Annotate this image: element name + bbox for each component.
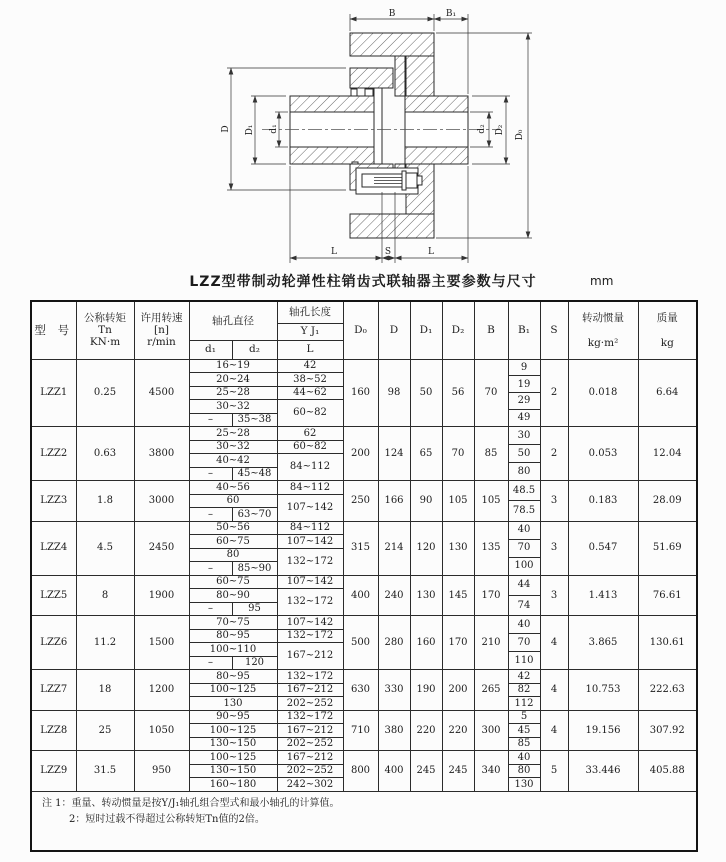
- length-cell: 167~212: [277, 751, 343, 765]
- D2-cell: 170: [442, 616, 474, 670]
- model-cell: LZZ7: [31, 670, 76, 711]
- D0-cell: 315: [343, 521, 378, 575]
- D-cell: 124: [378, 427, 410, 481]
- D-cell: 166: [378, 481, 410, 522]
- model-cell: LZZ1: [31, 359, 76, 427]
- B1-stack: [509, 360, 540, 427]
- spec-table-head: [31, 301, 697, 359]
- header-speed: 许用转速 [n] r/min: [134, 301, 189, 359]
- D-cell: 330: [378, 670, 410, 711]
- spec-table-body: [31, 359, 697, 791]
- speed-cell: 1200: [134, 670, 189, 711]
- header-bore-diameter: 轴孔直径: [189, 301, 277, 340]
- B-cell: 135: [474, 521, 508, 575]
- speed-cell: 1500: [134, 616, 189, 670]
- S-cell: 3: [540, 575, 568, 616]
- model-cell: LZZ3: [31, 481, 76, 522]
- spec-row: [31, 710, 697, 724]
- mass-cell: 28.09: [638, 481, 697, 522]
- B1-value: 48.5: [509, 481, 540, 501]
- B-cell: 170: [474, 575, 508, 616]
- B1-value: 70: [509, 540, 540, 558]
- bore-d2-cell: 95: [232, 602, 277, 616]
- title-row: [0, 268, 726, 300]
- header-dim-D: D₀: [343, 301, 378, 359]
- dim-label-B: B: [388, 9, 396, 19]
- B-cell: 265: [474, 670, 508, 711]
- dim-label-d1: d₁: [269, 124, 279, 134]
- header-dim-D: D₂: [442, 301, 474, 359]
- S-cell: 4: [540, 710, 568, 751]
- bore-range-cell: 60~75: [189, 575, 277, 589]
- B1-value: 9: [509, 360, 540, 377]
- header-dim-S: S: [540, 301, 568, 359]
- D0-cell: 710: [343, 710, 378, 751]
- spec-row: [31, 616, 697, 630]
- S-cell: 3: [540, 481, 568, 522]
- D2-cell: 245: [442, 751, 474, 792]
- bore-range-cell: 40~56: [189, 481, 277, 495]
- bore-d2-cell: 85~90: [232, 562, 277, 576]
- bore-range-cell: 160~180: [189, 778, 277, 792]
- D0-cell: 200: [343, 427, 378, 481]
- bore-range-cell: 80~95: [189, 629, 277, 643]
- B1-value: 19: [509, 376, 540, 393]
- B1-cell: [508, 575, 540, 616]
- S-cell: 4: [540, 670, 568, 711]
- bore-d2-cell: 63~70: [232, 508, 277, 522]
- S-cell: 2: [540, 359, 568, 427]
- torque-cell: 31.5: [76, 751, 134, 792]
- D2-cell: 130: [442, 521, 474, 575]
- bore-range-cell: 30~32: [189, 440, 277, 454]
- spec-row: [31, 575, 697, 589]
- mass-cell: 405.88: [638, 751, 697, 792]
- bore-range-cell: 100~125: [189, 683, 277, 697]
- bore-range-cell: 130~150: [189, 764, 277, 778]
- B1-value: 80: [509, 765, 540, 779]
- B1-cell: [508, 481, 540, 522]
- header-bore-length-yj1: Y J₁: [277, 323, 343, 340]
- inertia-cell: 33.446: [568, 751, 638, 792]
- spec-row: [31, 751, 697, 765]
- D2-cell: 145: [442, 575, 474, 616]
- bore-range-cell: 60: [189, 494, 277, 508]
- length-cell: 84~112: [277, 454, 343, 481]
- D-cell: 98: [378, 359, 410, 427]
- D2-cell: 105: [442, 481, 474, 522]
- D0-cell: 400: [343, 575, 378, 616]
- B1-value: 40: [509, 751, 540, 765]
- length-cell: 132~172: [277, 548, 343, 575]
- length-cell: 202~252: [277, 697, 343, 711]
- B1-cell: [508, 751, 540, 792]
- spec-table-foot: [31, 791, 697, 851]
- bore-d1-cell: –: [189, 562, 232, 576]
- length-cell: 60~82: [277, 440, 343, 454]
- bore-range-cell: 25~28: [189, 386, 277, 400]
- bore-range-cell: 30~32: [189, 400, 277, 414]
- inertia-cell: 19.156: [568, 710, 638, 751]
- bore-range-cell: 25~28: [189, 427, 277, 441]
- dim-label-D2: D₂: [495, 124, 505, 136]
- B1-value: 45: [509, 724, 540, 738]
- torque-cell: 18: [76, 670, 134, 711]
- B-cell: 300: [474, 710, 508, 751]
- B1-value: 74: [517, 599, 531, 611]
- bore-d1-cell: –: [189, 508, 232, 522]
- model-cell: LZZ6: [31, 616, 76, 670]
- elastic-pin-bolt: [362, 171, 422, 190]
- header-mass: 质量 kg: [638, 301, 697, 359]
- spec-row: [31, 481, 697, 495]
- mass-cell: 76.61: [638, 575, 697, 616]
- S-cell: 5: [540, 751, 568, 792]
- coupling-drawing-area: [0, 0, 726, 268]
- B1-cell: [508, 427, 540, 481]
- length-cell: 132~172: [277, 670, 343, 684]
- S-cell: 2: [540, 427, 568, 481]
- D-cell: 240: [378, 575, 410, 616]
- B1-stack: [509, 427, 540, 480]
- D1-cell: 120: [410, 521, 442, 575]
- D-cell: 400: [378, 751, 410, 792]
- header-inertia: 转动惯量 kg·m²: [568, 301, 638, 359]
- spec-row: [31, 521, 697, 535]
- B1-stack: [509, 616, 540, 669]
- torque-cell: 25: [76, 710, 134, 751]
- bore-d2-cell: 35~38: [232, 413, 277, 427]
- torque-cell: 0.63: [76, 427, 134, 481]
- bore-d1-cell: –: [189, 656, 232, 670]
- B1-value: 70: [509, 634, 540, 652]
- B1-value: 42: [509, 670, 540, 684]
- D0-cell: 500: [343, 616, 378, 670]
- bore-d2-cell: 45~48: [232, 467, 277, 481]
- bore-d1-cell: –: [189, 467, 232, 481]
- B1-stack: [509, 670, 540, 710]
- length-cell: 132~172: [277, 710, 343, 724]
- dim-label-S: S: [384, 247, 392, 257]
- length-cell: 167~212: [277, 643, 343, 670]
- D0-cell: 800: [343, 751, 378, 792]
- speed-cell: 1900: [134, 575, 189, 616]
- mass-cell: 307.92: [638, 710, 697, 751]
- torque-cell: 1.8: [76, 481, 134, 522]
- bore-range-cell: 20~24: [189, 373, 277, 387]
- note-line-1: 注 1：重量、转动惯量是按Y/J₁轴孔组合型式和最小轴孔的计算值。: [42, 797, 340, 809]
- header-d2: d₂: [232, 340, 277, 359]
- model-cell: LZZ4: [31, 521, 76, 575]
- header-dim-B: B₁: [508, 301, 540, 359]
- spec-row: [31, 427, 697, 441]
- header-torque: 公称转矩 Tn KN·m: [76, 301, 134, 359]
- spec-table: [30, 300, 698, 852]
- length-cell: 132~172: [277, 629, 343, 643]
- torque-cell: 8: [76, 575, 134, 616]
- length-cell: 44~62: [277, 386, 343, 400]
- speed-cell: 3800: [134, 427, 189, 481]
- B1-value: 5: [509, 711, 540, 725]
- length-cell: 107~142: [277, 535, 343, 549]
- bore-d2-cell: 120: [232, 656, 277, 670]
- dim-label-D: D: [221, 125, 231, 133]
- length-cell: 242~302: [277, 778, 343, 792]
- header-d1: d₁: [189, 340, 232, 359]
- spec-row: [31, 670, 697, 684]
- model-cell: LZZ2: [31, 427, 76, 481]
- speed-cell: 2450: [134, 521, 189, 575]
- B1-cell: [508, 616, 540, 670]
- D1-cell: 50: [410, 359, 442, 427]
- dim-label-L-left: L: [331, 247, 337, 257]
- mass-cell: 12.04: [638, 427, 697, 481]
- B1-value: 50: [509, 445, 540, 463]
- D-cell: 214: [378, 521, 410, 575]
- B1-value: 110: [514, 654, 534, 666]
- length-cell: 202~252: [277, 764, 343, 778]
- length-cell: 60~82: [277, 400, 343, 427]
- length-cell: 132~172: [277, 589, 343, 616]
- D1-cell: 130: [410, 575, 442, 616]
- D2-cell: 70: [442, 427, 474, 481]
- mass-cell: 6.64: [638, 359, 697, 427]
- S-cell: 4: [540, 616, 568, 670]
- D0-cell: 630: [343, 670, 378, 711]
- bore-range-cell: 70~75: [189, 616, 277, 630]
- speed-cell: 3000: [134, 481, 189, 522]
- B1-value: 40: [509, 522, 540, 540]
- bore-range-cell: 50~56: [189, 521, 277, 535]
- page-title: LZZ型带制动轮弹性柱销齿式联轴器主要参数与尺寸: [189, 274, 537, 290]
- B1-value: 85: [517, 738, 531, 749]
- length-cell: 107~142: [277, 494, 343, 521]
- B1-cell: [508, 710, 540, 751]
- B-cell: 105: [474, 481, 508, 522]
- D-cell: 380: [378, 710, 410, 751]
- speed-cell: 950: [134, 751, 189, 792]
- B1-stack: [509, 751, 540, 791]
- D1-cell: 160: [410, 616, 442, 670]
- header-dim-B: B: [474, 301, 508, 359]
- bore-range-cell: 80~95: [189, 670, 277, 684]
- B1-value: 80: [517, 465, 531, 477]
- length-cell: 84~112: [277, 481, 343, 495]
- mass-cell: 222.63: [638, 670, 697, 711]
- header-model: 型 号: [31, 301, 76, 359]
- dim-label-D0: D₀: [515, 129, 525, 141]
- B1-cell: [508, 521, 540, 575]
- length-cell: 107~142: [277, 575, 343, 589]
- B1-stack: [509, 711, 540, 751]
- inertia-cell: 0.018: [568, 359, 638, 427]
- D2-cell: 200: [442, 670, 474, 711]
- inertia-cell: 0.183: [568, 481, 638, 522]
- torque-cell: 4.5: [76, 521, 134, 575]
- D1-cell: 65: [410, 427, 442, 481]
- D1-cell: 220: [410, 710, 442, 751]
- B1-value: 112: [514, 697, 534, 709]
- note-line-2: 2：短时过载不得超过公称转矩Tn值的2倍。: [69, 813, 265, 825]
- dim-label-L-right: L: [428, 247, 434, 257]
- B1-value: 78.5: [512, 505, 536, 517]
- D1-cell: 245: [410, 751, 442, 792]
- length-cell: 42: [277, 359, 343, 373]
- bore-range-cell: 100~110: [189, 643, 277, 657]
- bore-d1-cell: –: [189, 413, 232, 427]
- coupling-section-shapes: [290, 33, 468, 238]
- inertia-cell: 0.053: [568, 427, 638, 481]
- B1-stack: [509, 522, 540, 575]
- notes-cell: [31, 791, 697, 851]
- dim-label-d2: d₂: [477, 124, 487, 134]
- D-cell: 280: [378, 616, 410, 670]
- B1-value: 130: [514, 778, 534, 790]
- D1-cell: 190: [410, 670, 442, 711]
- length-cell: 107~142: [277, 616, 343, 630]
- B-cell: 210: [474, 616, 508, 670]
- dim-label-B1: B₁: [445, 9, 457, 19]
- speed-cell: 4500: [134, 359, 189, 427]
- speed-cell: 1050: [134, 710, 189, 751]
- header-bore-length: 轴孔长度: [277, 301, 343, 323]
- bore-range-cell: 130: [189, 697, 277, 711]
- inertia-cell: 10.753: [568, 670, 638, 711]
- B-cell: 85: [474, 427, 508, 481]
- torque-cell: 11.2: [76, 616, 134, 670]
- B1-value: 49: [517, 412, 531, 424]
- mass-cell: 51.69: [638, 521, 697, 575]
- length-cell: 62: [277, 427, 343, 441]
- B-cell: 70: [474, 359, 508, 427]
- B1-cell: [508, 359, 540, 427]
- mass-cell: 130.61: [638, 616, 697, 670]
- bore-range-cell: 80: [189, 548, 277, 562]
- length-cell: 84~112: [277, 521, 343, 535]
- model-cell: LZZ5: [31, 575, 76, 616]
- model-cell: LZZ8: [31, 710, 76, 751]
- D2-cell: 220: [442, 710, 474, 751]
- length-cell: 202~252: [277, 737, 343, 751]
- bore-range-cell: 100~125: [189, 751, 277, 765]
- unit-label: mm: [590, 274, 614, 288]
- B-cell: 340: [474, 751, 508, 792]
- spec-row: [31, 359, 697, 373]
- length-cell: 167~212: [277, 683, 343, 697]
- model-cell: LZZ9: [31, 751, 76, 792]
- B1-stack: [509, 576, 540, 616]
- bore-range-cell: 100~125: [189, 724, 277, 738]
- D1-cell: 90: [410, 481, 442, 522]
- bore-range-cell: 40~42: [189, 454, 277, 468]
- length-cell: 167~212: [277, 724, 343, 738]
- B1-value: 100: [514, 560, 534, 572]
- header-dim-D: D: [378, 301, 410, 359]
- bore-range-cell: 90~95: [189, 710, 277, 724]
- D0-cell: 250: [343, 481, 378, 522]
- B1-cell: [508, 670, 540, 711]
- dim-label-D1: D₁: [245, 124, 255, 136]
- header-dim-D: D₁: [410, 301, 442, 359]
- D2-cell: 56: [442, 359, 474, 427]
- B1-value: 29: [509, 393, 540, 410]
- coupling-cross-section-drawing: [0, 0, 726, 268]
- inertia-cell: 0.547: [568, 521, 638, 575]
- length-cell: 38~52: [277, 373, 343, 387]
- B1-stack: [509, 481, 540, 521]
- inertia-cell: 3.865: [568, 616, 638, 670]
- header-L: L: [277, 340, 343, 359]
- B1-value: 40: [509, 616, 540, 634]
- bore-range-cell: 130~150: [189, 737, 277, 751]
- bore-range-cell: 80~90: [189, 589, 277, 603]
- B1-value: 30: [509, 427, 540, 445]
- inertia-cell: 1.413: [568, 575, 638, 616]
- B1-value: 82: [509, 684, 540, 698]
- S-cell: 3: [540, 521, 568, 575]
- bore-d1-cell: –: [189, 602, 232, 616]
- B1-value: 44: [509, 576, 540, 596]
- bore-range-cell: 16~19: [189, 359, 277, 373]
- bore-range-cell: 60~75: [189, 535, 277, 549]
- D0-cell: 160: [343, 359, 378, 427]
- torque-cell: 0.25: [76, 359, 134, 427]
